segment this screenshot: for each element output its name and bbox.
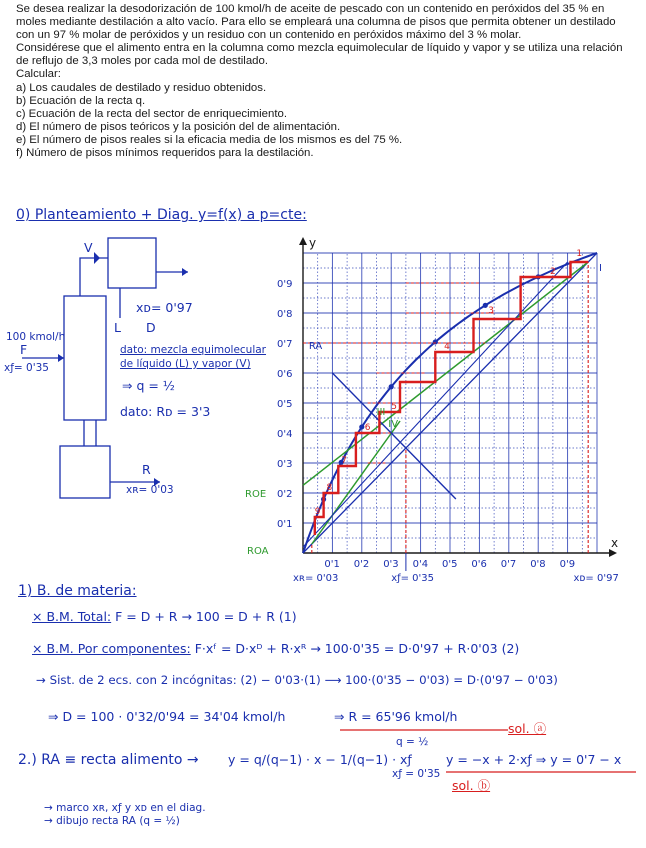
schematic-r-label: R — [142, 462, 151, 477]
schematic-l-label: L — [114, 320, 121, 335]
schematic-v-label: V — [84, 240, 93, 255]
problem-calc-label: Calcular: — [16, 68, 61, 81]
x-tick-label: 0'4 — [412, 559, 429, 570]
x-tick-label: 0'2 — [353, 559, 370, 570]
schematic-xd-label: xᴅ= 0'97 — [136, 300, 193, 315]
total-balance-eq: F = D + R → 100 = D + R (1) — [115, 609, 297, 624]
stripping-line-label: ROA — [247, 546, 269, 557]
task-item: d) El número de pisos teóricos y la posición del de alimentación. — [16, 120, 341, 133]
stage-label: 5 — [391, 402, 397, 412]
schematic-xf-label: xƒ= 0'35 — [4, 362, 49, 374]
r-result: ⇒ R = 65'96 kmol/h — [334, 709, 458, 724]
schematic-note-2: de líquido (L) y vapor (V) — [120, 358, 251, 370]
stage-label: 4 — [444, 342, 450, 352]
stage-label: 8 — [326, 483, 333, 493]
d-result: ⇒ D = 100 · 0'32/0'94 = 34'04 kmol/h — [48, 709, 286, 724]
section0-title: 0) Planteamiento + Diag. y=f(x) a p=cte: — [16, 207, 307, 223]
note-draw-feed-line: → dibujo recta RA (q = ½) — [44, 815, 180, 827]
schematic-f-label: F — [20, 342, 28, 357]
schematic-rd-result: dato: Rᴅ = 3'3 — [120, 404, 211, 419]
task-item: a) Los caudales de destilado y residuo obtenidos. — [16, 81, 267, 94]
y-axis-label: y — [309, 236, 317, 250]
xf-marker: xƒ= 0'35 — [391, 573, 435, 584]
problem-intro: Se desea realizar la desodorización de 100 kmol/h de aceite de pescado con un contenido en peróxidos del 35 % en moles mediante destilación a alto vacío. Para ello se empleará una columna de pisos que permita obtener un destilado con un 97 % molar de peróxidos y un residuo con un contenido en peróxidos máximo del 3 % molar. — [16, 3, 616, 42]
roman-label: III — [376, 407, 386, 418]
y-tick-label: 0'1 — [277, 519, 293, 530]
total-balance-label: × B.M. Total: — [32, 609, 112, 624]
schematic-d-label: D — [146, 320, 156, 335]
x-tick-label: 0'9 — [559, 559, 576, 570]
schematic-xr-label: xʀ= 0'03 — [126, 484, 174, 496]
y-tick-label: 0'2 — [277, 489, 293, 500]
y-tick-label: 0'4 — [277, 429, 293, 440]
feed-line-equation: y = q/(q−1) · x − 1/(q−1) · xƒ — [228, 752, 412, 767]
feed-line-label: RA — [308, 341, 323, 352]
component-balance-label: × B.M. Por componentes: — [32, 641, 191, 656]
y-tick-label: 0'9 — [277, 279, 293, 290]
task-item: e) El número de pisos reales si la eficacia media de los mismos es del 75 %. — [16, 133, 403, 146]
problem-feed-note: Considérese que el alimento entra en la columna como mezcla equimolecular de líquido y vapor y se utiliza una relación de reflujo de 3,3 moles por cada mol de destilado. — [16, 42, 623, 68]
x-tick-label: 0'6 — [471, 559, 487, 570]
y-tick-label: 0'6 — [277, 369, 293, 380]
x-tick-label: 0'3 — [383, 559, 399, 570]
stage-label: 7 — [341, 456, 347, 466]
stage-label: 1 — [576, 249, 583, 259]
x-axis-label: x — [611, 536, 619, 550]
stage-label: 6 — [364, 423, 371, 433]
y-tick-label: 0'7 — [277, 339, 293, 350]
xf-given: xƒ = 0'35 — [392, 768, 441, 780]
y-tick-label: 0'3 — [277, 459, 293, 470]
task-item: c) Ecuación de la recta del sector de enriquecimiento. — [16, 107, 287, 120]
stage-label: 2 — [549, 267, 556, 277]
stage-label: 3 — [488, 306, 494, 316]
section1-title-text: 1) B. de materia: — [18, 583, 137, 599]
feed-line-result: y = −x + 2·xƒ ⇒ y = 0'7 − x — [446, 752, 622, 767]
task-item: b) Ecuación de la recta q. — [16, 94, 146, 107]
roman-label: I — [599, 263, 602, 274]
y-tick-label: 0'8 — [277, 309, 293, 320]
x-tick-label: 0'5 — [442, 559, 458, 570]
x-tick-label: 0'1 — [324, 559, 340, 570]
schematic-feed-rate: 100 kmol/h — [6, 331, 66, 343]
enriching-line-label: ROE — [245, 489, 267, 500]
q-given: q = ½ — [396, 736, 429, 748]
y-tick-label: 0'5 — [277, 399, 293, 410]
x-tick-label: 0'7 — [500, 559, 517, 570]
solution-b-mark: sol. ⓑ — [452, 778, 491, 793]
schematic-q-result: ⇒ q = ½ — [122, 378, 175, 393]
note-mark-compositions: → marco xʀ, xƒ y xᴅ en el diag. — [44, 802, 206, 814]
schematic-note-1: dato: mezcla equimolecular — [120, 344, 267, 356]
system-line: → Sist. de 2 ecs. con 2 incógnitas: (2) − 0'03·(1) ⟶ 100·(0'35 − 0'03) = D·(0'97 − 0'03) — [36, 673, 558, 687]
roman-label: IV — [388, 419, 399, 430]
task-item: f) Número de pisos mínimos requeridos para la destilación. — [16, 147, 314, 160]
section2-title: 2.) RA ≡ recta alimento → — [18, 752, 199, 768]
stage-label: 9 — [314, 507, 321, 517]
solution-a-mark: sol. ⓐ — [508, 721, 547, 736]
x-tick-label: 0'8 — [530, 559, 546, 570]
component-balance-eq: F·xᶠ = D·xᴰ + R·xᴿ → 100·0'35 = D·0'97 + R·0'03 (2) — [194, 641, 520, 656]
xr-marker: xʀ= 0'03 — [293, 573, 339, 584]
xd-marker: xᴅ= 0'97 — [573, 573, 619, 584]
